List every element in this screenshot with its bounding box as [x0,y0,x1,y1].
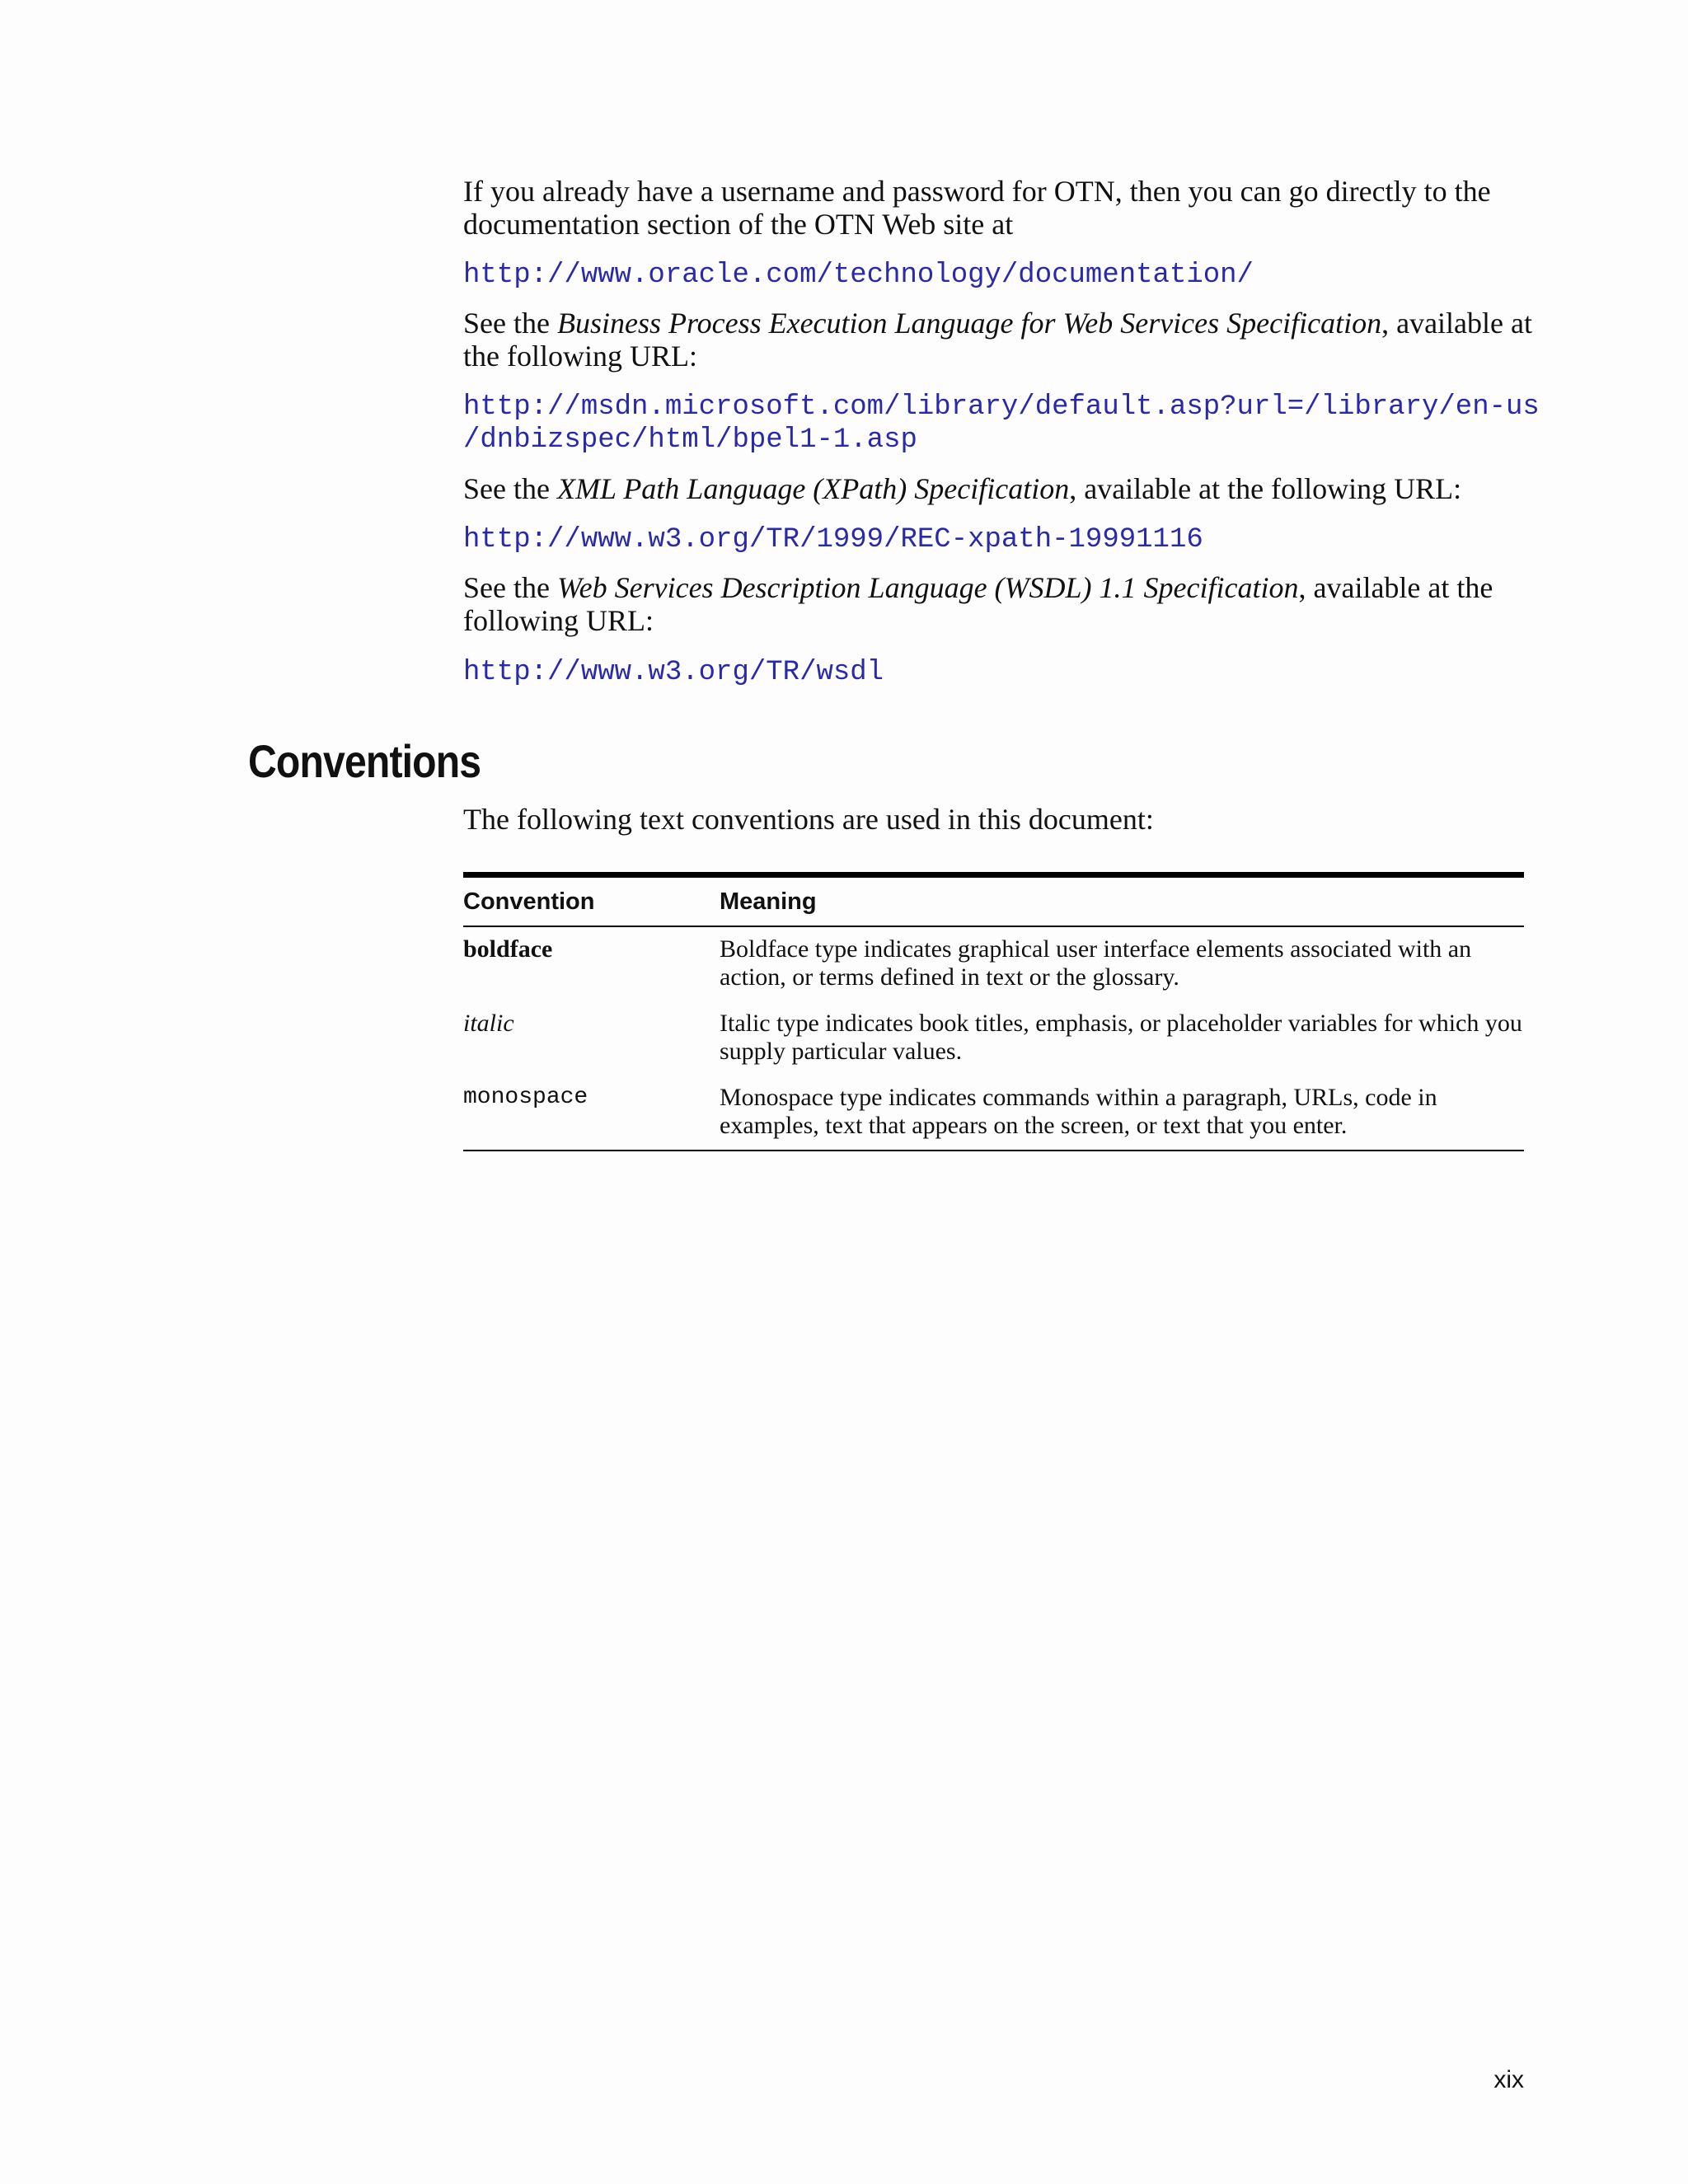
table-top-rule [463,872,1524,878]
table-header-rule [463,926,1524,927]
otn-documentation-link[interactable]: http://www.oracle.com/technology/documentation/ [463,260,1254,291]
xpath-spec-link[interactable]: http://www.w3.org/TR/1999/REC-xpath-19991116 [463,524,1203,555]
table-row [463,1084,1524,1140]
bpel-spec-title: Business Process Execution Language for Web Services Specification [556,307,1382,340]
convention-meaning: Boldface type indicates graphical user interface elements associated with an action, or terms defined in text or the glossary. [720,935,1472,991]
xpath-suffix: , available at the following URL: [1069,472,1462,505]
table-header-row [463,878,1524,926]
bpel-prefix: See the [463,307,557,340]
table-bottom-rule [463,1150,1524,1151]
bpel-suffix: , available at the following URL: [463,307,1532,373]
column-header-meaning: Meaning [720,888,817,915]
wsdl-prefix: See the [463,571,557,604]
convention-meaning: Italic type indicates book titles, emphasis, or placeholder variables for which you supply particular values. [720,1010,1522,1065]
bpel-url-line2: /dnbizspec/html/bpel1-1.asp [463,424,917,456]
section-heading-conventions: Conventions [248,735,481,787]
bpel-spec-link[interactable] [463,391,1540,457]
xpath-paragraph [463,472,1535,505]
convention-meaning: Monospace type indicates commands within a paragraph, URLs, code in examples, text that appears on the screen, or text that you enter. [720,1084,1437,1139]
convention-term-monospace: monospace [463,1085,588,1110]
xpath-prefix: See the [463,472,557,505]
table-row [463,935,1524,991]
bpel-url-line1: http://msdn.microsoft.com/library/default.asp?url=/library/en-us [463,391,1540,423]
otn-paragraph: If you already have a username and password for OTN, then you can go directly to the documentation section of the OTN Web site at [463,175,1491,241]
column-header-convention: Convention [463,888,595,915]
wsdl-spec-link[interactable]: http://www.w3.org/TR/wsdl [463,657,884,688]
bpel-paragraph [463,307,1535,373]
page-number: xix [1493,2066,1524,2093]
convention-term-italic: italic [463,1010,514,1037]
wsdl-spec-title: Web Services Description Language (WSDL) 1.1 Specification [556,571,1299,604]
conventions-intro: The following text conventions are used in this document: [463,803,1154,836]
wsdl-suffix: , available at the following URL: [463,571,1493,637]
conventions-table [463,872,1524,1151]
wsdl-paragraph [463,571,1535,637]
convention-term-boldface: boldface [463,935,553,963]
table-row [463,1010,1524,1066]
xpath-spec-title: XML Path Language (XPath) Specification [556,472,1070,505]
